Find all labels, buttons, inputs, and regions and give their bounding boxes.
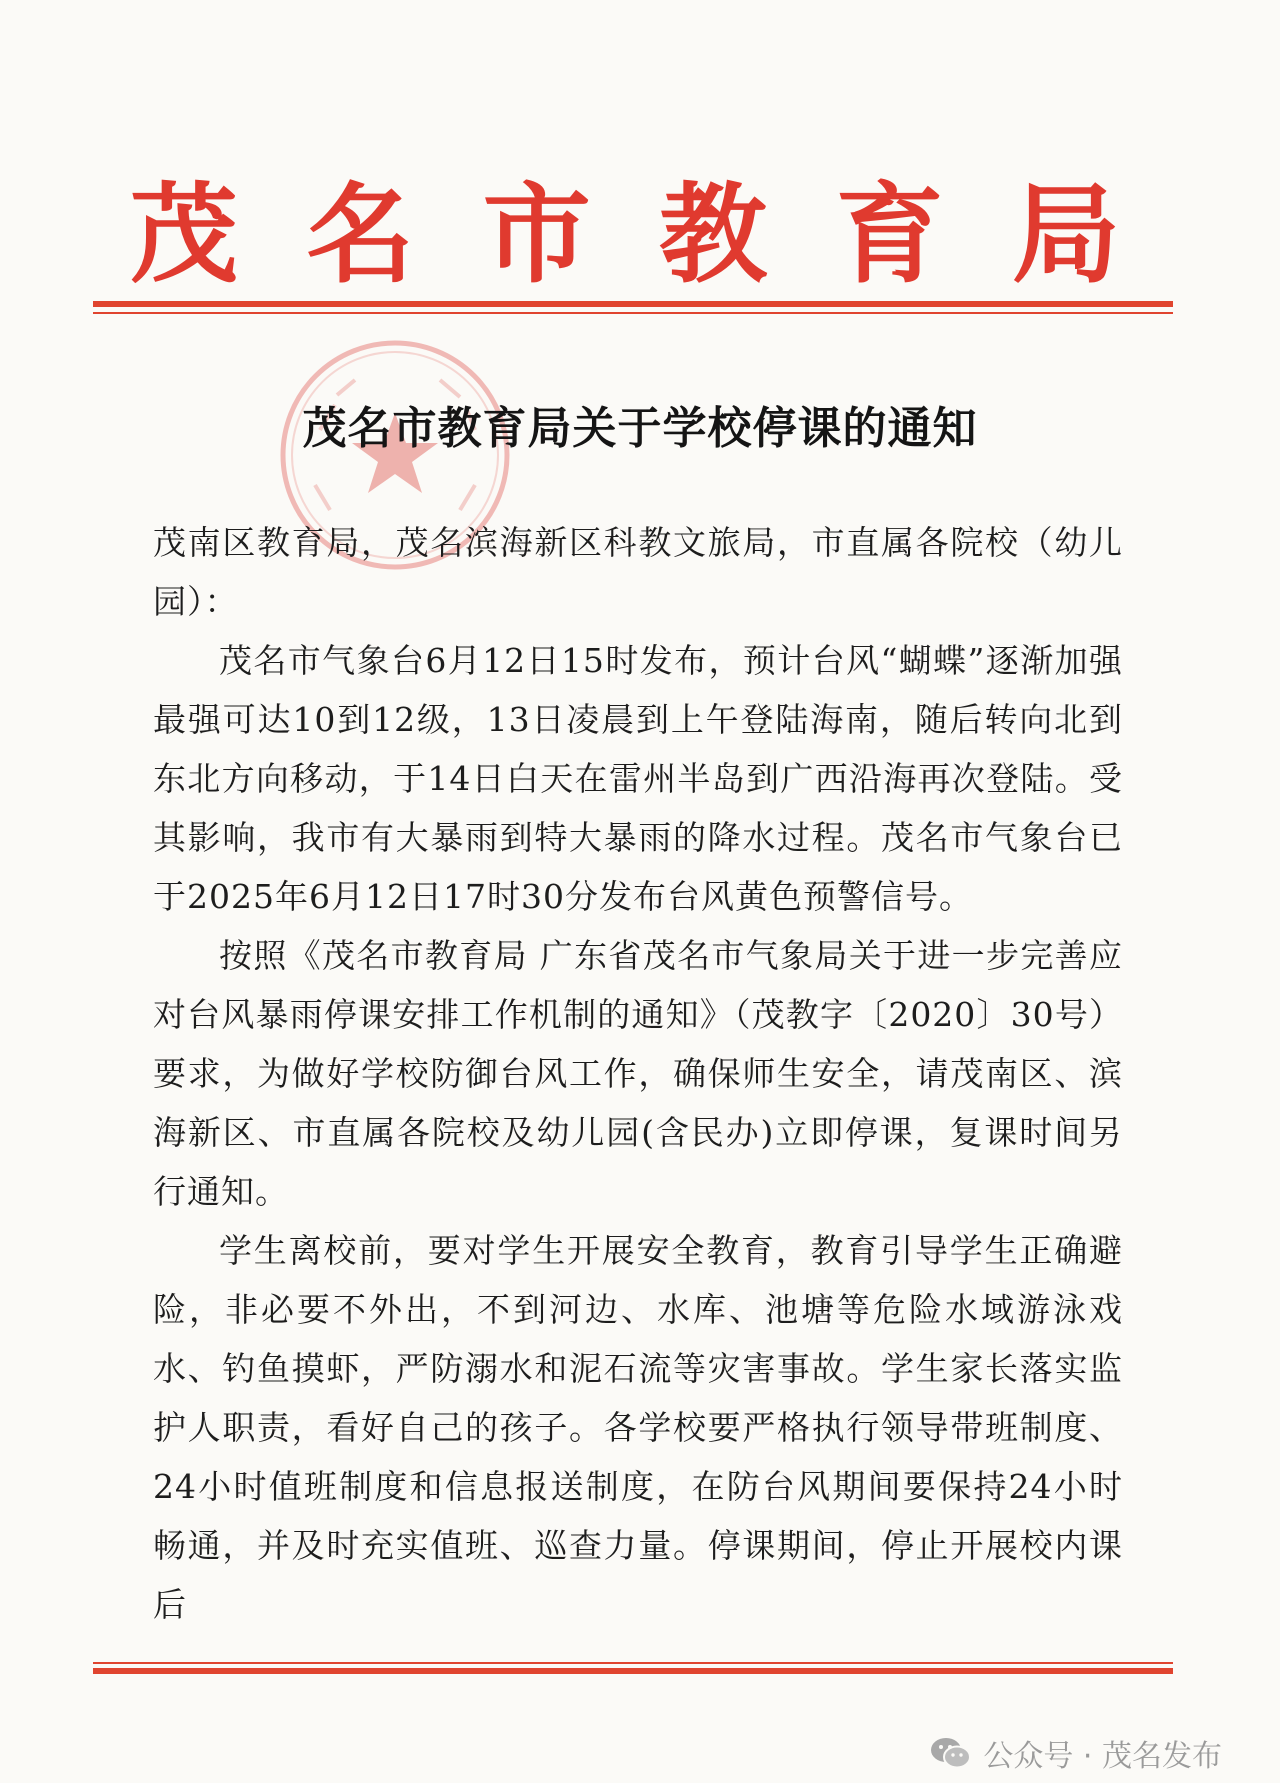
wechat-icon xyxy=(929,1735,973,1771)
notice-title: 茂名市教育局关于学校停课的通知 xyxy=(302,403,978,454)
watermark-text: 公众号 · 茂名发布 xyxy=(983,1739,1222,1774)
notice-body xyxy=(153,513,1123,1634)
footer-rule-thick xyxy=(93,1668,1173,1674)
letterhead-char: 育 xyxy=(835,171,944,298)
body-paragraph: 按照《茂名市教育局 广东省茂名市气象局关于进一步完善应对台风暴雨停课安排工作机制的通知》（茂教字〔2020〕30号）要求，为做好学校防御台风工作，确保师生安全，请茂南区、滨海新区、市直属各院校及幼儿园(含民办)立即停课，复课时间另行通知。 xyxy=(153,936,1123,1211)
body-paragraph: 学生离校前，要对学生开展安全教育，教育引导学生正确避险，非必要不外出，不到河边、水库、池塘等危险水域游泳戏水、钓鱼摸虾，严防溺水和泥石流等灾害事故。学生家长落实监护人职责，看好自己的孩子。各学校要严格执行领导带班制度、24小时值班制度和信息报送制度，在防台风期间要保持24小时畅通，并及时充实值班、巡查力量。停课期间，停止开展校内课后 xyxy=(153,1231,1123,1624)
header-rule-thin xyxy=(93,312,1173,314)
letterhead xyxy=(130,172,1120,297)
letterhead-char: 茂 xyxy=(130,171,239,298)
footer-rule-thin xyxy=(93,1662,1173,1664)
addressee-line: 茂南区教育局，茂名滨海新区科教文旅局，市直属各院校（幼儿园）： xyxy=(153,523,1123,621)
letterhead-char: 市 xyxy=(482,171,591,298)
letterhead-char: 局 xyxy=(1011,171,1120,298)
header-rule-thick xyxy=(93,301,1173,307)
body-paragraph: 茂名市气象台6月12日15时发布，预计台风“蝴蝶”逐渐加强最强可达10到12级，13日凌晨到上午登陆海南，随后转向北到东北方向移动，于14日白天在雷州半岛到广西沿海再次登陆。受其影响，我市有大暴雨到特大暴雨的降水过程。茂名市气象台已于2025年6月12日17时30分发布台风黄色预警信号。 xyxy=(153,641,1123,916)
letterhead-char: 教 xyxy=(659,171,768,298)
letterhead-char: 名 xyxy=(306,171,415,298)
account-watermark xyxy=(929,1728,1222,1778)
